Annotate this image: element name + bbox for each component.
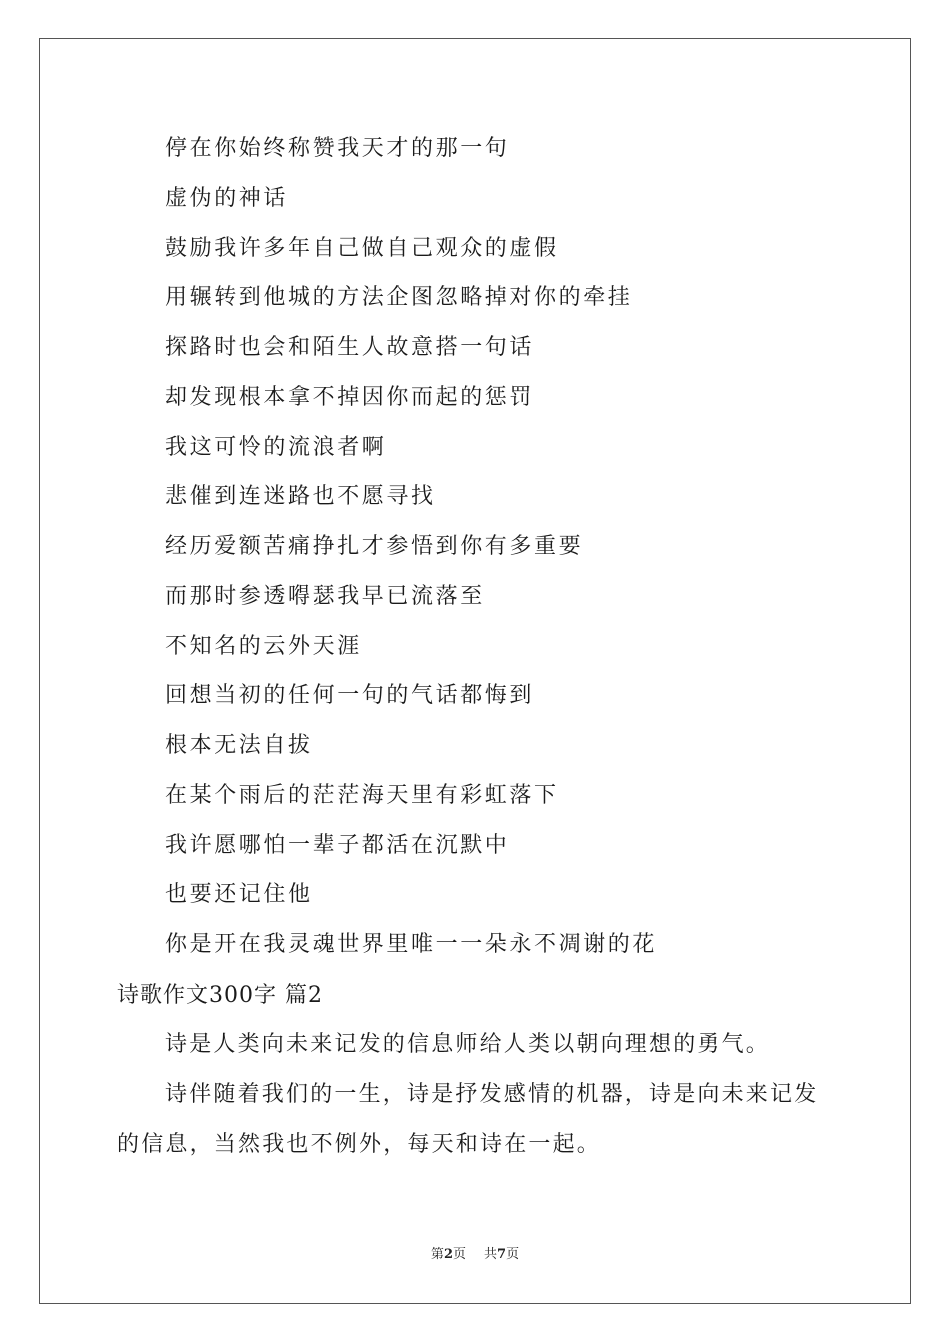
poem-line: 你是开在我灵魂世界里唯一一朵永不凋谢的花 xyxy=(165,932,658,957)
current-page-number: 2 xyxy=(443,1247,453,1262)
poem-line: 不知名的云外天涯 xyxy=(165,634,362,659)
poem-line: 却发现根本拿不掉因你而起的惩罚 xyxy=(165,385,535,410)
poem-line: 悲催到连迷路也不愿寻找 xyxy=(165,484,436,509)
poem-line: 我许愿哪怕一辈子都活在沉默中 xyxy=(165,833,510,858)
section-heading: 诗歌作文300字 篇2 xyxy=(117,983,323,1008)
poem-line: 用辗转到他城的方法企图忽略掉对你的牵挂 xyxy=(165,285,633,310)
paragraph: 诗伴随着我们的一生，诗是抒发感情的机器，诗是向未来记发的信息，当然我也不例外，每天和诗在一起。 xyxy=(117,1082,819,1157)
poem-line: 探路时也会和陌生人故意搭一句话 xyxy=(165,335,535,360)
total-suffix: 页 xyxy=(506,1247,520,1262)
poem-line: 在某个雨后的茫茫海天里有彩虹落下 xyxy=(165,783,559,808)
paragraph: 诗是人类向未来记发的信息师给人类以朝向理想的勇气。 xyxy=(165,1032,771,1057)
poem-line: 虚伪的神话 xyxy=(165,186,289,211)
poem-line: 回想当初的任何一句的气话都悔到 xyxy=(165,683,535,708)
poem-line: 鼓励我许多年自己做自己观众的虚假 xyxy=(165,236,559,261)
page-suffix: 页 xyxy=(452,1247,466,1262)
poem-line: 也要还记住他 xyxy=(165,882,313,907)
total-prefix: 共 xyxy=(484,1247,498,1262)
poem-line: 我这可怜的流浪者啊 xyxy=(165,435,387,460)
poem-line: 根本无法自拔 xyxy=(165,733,313,758)
poem-line: 而那时参透嘚瑟我早已流落至 xyxy=(165,584,485,609)
page-prefix: 第 xyxy=(430,1247,444,1262)
page-footer xyxy=(0,1246,950,1264)
poem-line: 经历爱额苦痛挣扎才参悟到你有多重要 xyxy=(165,534,584,559)
poem-line: 停在你始终称赞我天才的那一句 xyxy=(165,136,510,161)
total-page-count: 7 xyxy=(497,1247,507,1262)
